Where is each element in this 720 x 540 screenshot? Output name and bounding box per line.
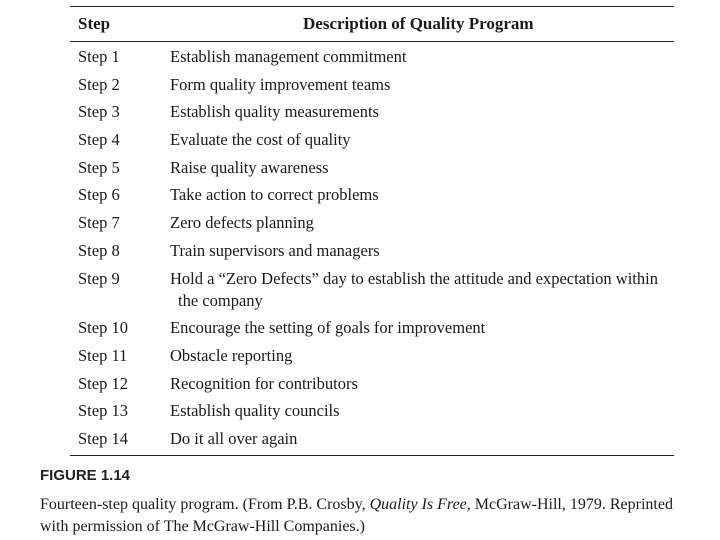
step-cell: Step 12 <box>78 373 128 393</box>
description-text: Evaluate the cost of quality <box>170 130 351 150</box>
description-cell <box>170 372 670 396</box>
column-header-step: Step <box>78 14 111 33</box>
table-row <box>78 100 674 128</box>
caption-text-publisher: McGraw-Hill, 1979. Reprinted <box>470 496 673 513</box>
description-cell <box>170 399 670 423</box>
figure-caption <box>40 494 720 538</box>
caption-line-1 <box>40 494 720 516</box>
description-text: Do it all over again <box>170 428 298 448</box>
caption-text: Fourteen-step quality program. (From P.B. Crosby, <box>40 496 370 513</box>
description-cell <box>170 344 670 368</box>
description-cell <box>170 427 670 451</box>
column-header-description: Description of Quality Program <box>303 14 534 33</box>
table-row <box>78 183 674 211</box>
table-row <box>78 211 674 239</box>
description-cell <box>170 316 670 340</box>
step-cell: Step 13 <box>78 401 128 421</box>
description-text: Obstacle reporting <box>170 345 293 365</box>
step-cell: Step 14 <box>78 428 128 448</box>
description-text: Establish quality councils <box>170 401 340 421</box>
table-row <box>78 399 674 427</box>
table-row <box>78 156 674 184</box>
description-text: Encourage the setting of goals for improvement <box>170 318 486 338</box>
description-cell <box>170 211 670 235</box>
description-cell <box>170 267 670 311</box>
table-row <box>78 427 674 455</box>
description-cell <box>170 73 670 97</box>
description-text: Establish quality measurements <box>170 102 379 122</box>
description-cell <box>170 183 670 207</box>
description-cell <box>170 156 670 180</box>
table-row <box>78 45 674 73</box>
step-cell: Step 7 <box>78 213 120 233</box>
caption-book-title: Quality Is Free, <box>369 496 471 513</box>
step-cell: Step 11 <box>78 345 128 365</box>
description-text: Take action to correct problems <box>170 185 379 205</box>
step-cell: Step 3 <box>78 102 120 122</box>
step-cell: Step 10 <box>78 318 128 338</box>
table-row <box>78 372 674 400</box>
table-top-rule <box>70 6 674 7</box>
table-row <box>78 239 674 267</box>
table-body <box>78 45 674 455</box>
step-cell: Step 1 <box>78 47 120 66</box>
step-cell: Step 9 <box>78 268 120 288</box>
step-cell: Step 8 <box>78 240 120 260</box>
description-cell <box>170 239 670 263</box>
step-cell: Step 4 <box>78 130 120 150</box>
description-text: Raise quality awareness <box>170 157 329 177</box>
description-cell <box>170 45 670 69</box>
table-row <box>78 344 674 372</box>
table-row <box>78 267 674 317</box>
description-cell <box>170 128 670 152</box>
step-cell: Step 5 <box>78 157 120 177</box>
description-text: Form quality improvement teams <box>170 74 391 94</box>
description-text: Establish management commitment <box>170 47 407 66</box>
table-row <box>78 73 674 101</box>
description-cell <box>170 100 670 124</box>
description-text: Hold a “Zero Defects” day to establish the attitude and expectation within <box>170 268 658 288</box>
description-text-continued: the company <box>178 290 263 310</box>
description-text: Zero defects planning <box>170 213 314 233</box>
table-row <box>78 316 674 344</box>
step-cell: Step 6 <box>78 185 120 205</box>
description-text: Train supervisors and managers <box>170 240 380 260</box>
table-bottom-rule <box>70 455 674 456</box>
figure-label: FIGURE 1.14 <box>40 467 131 484</box>
description-text: Recognition for contributors <box>170 373 358 393</box>
step-cell: Step 2 <box>78 74 120 94</box>
table-row <box>78 128 674 156</box>
caption-line-2: with permission of The McGraw-Hill Companies.) <box>40 518 365 535</box>
table-header-rule <box>70 41 674 42</box>
